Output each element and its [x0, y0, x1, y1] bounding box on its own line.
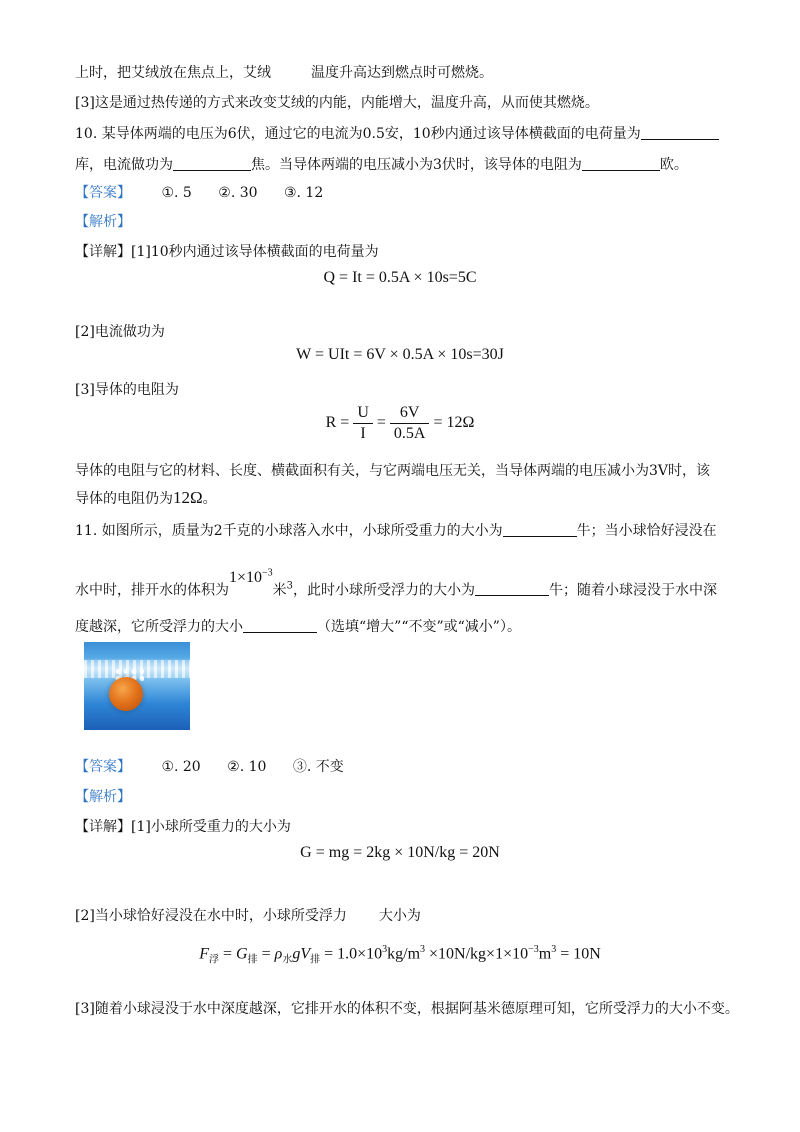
q11-stem-text-1b: 牛；当小球恰好浸没在	[576, 523, 717, 539]
q11-eq2-exp1: 3	[382, 944, 388, 955]
q11-eq2-V: V	[300, 945, 311, 963]
q11-stem-line-3	[75, 617, 521, 637]
q11-eq2-rest3: ×10N/kg×1×10	[425, 945, 529, 963]
q11-eq2-exp2: 3	[420, 944, 426, 955]
q10-equation-2: W = UIt = 6V × 0.5A × 10s=30J	[296, 346, 504, 363]
q11-answer-3: ③. 不变	[292, 759, 344, 775]
prev-line1-part-b: 温度升高达到燃点时可燃烧。	[311, 65, 493, 81]
q10-detail-1	[75, 242, 379, 262]
q11-unit-m: 米	[272, 582, 287, 599]
q11-eq2-F-sub: 浮	[209, 954, 219, 966]
q11-eq2-F: F	[199, 945, 209, 963]
q10-conclusion-2-end: 。	[202, 491, 217, 507]
q11-detail-2	[75, 906, 421, 926]
q10-equation-1: Q = It = 0.5A × 10s=5C	[323, 269, 477, 286]
q11-eq2-rho-sub: 水	[282, 954, 293, 966]
q11-detail-2-text-a: [2]当小球恰好浸没在水中时，小球所受浮力	[75, 908, 347, 924]
q10-eq3-rhs: = 12Ω	[433, 414, 475, 432]
q11-stem-text-2c: ，此时小球所受浮力的大小为	[293, 582, 476, 599]
q11-eq2-rest4: m	[538, 945, 552, 963]
q10-detail-1-text: [1]10秒内通过该导体横截面的电荷量为	[131, 244, 379, 260]
q11-eq2-G-sub: 排	[247, 954, 258, 966]
q10-answer-row	[75, 183, 323, 203]
q10-answer-1: ①. 5	[161, 185, 192, 201]
q10-detail-label: 【详解】	[75, 244, 131, 260]
prev-text-line-2: [3]这是通过热传递的方式来改变艾绒的内能，内能增大，温度升高，从而使其燃烧。	[75, 95, 599, 111]
prev-text-line-1	[75, 63, 493, 83]
q10-answer-label: 【答案】	[75, 185, 131, 201]
q11-eq2-V-sub: 排	[310, 954, 321, 966]
orange-ball	[109, 677, 143, 711]
q11-answer-2: ②. 10	[227, 759, 267, 775]
q11-eq2-g: g	[292, 945, 301, 963]
q11-unit-exp: 3	[286, 580, 294, 592]
q11-detail-label: 【详解】	[75, 819, 131, 835]
q11-eq2-rest: = 1.0×10	[320, 945, 383, 963]
q10-blank-1	[641, 125, 719, 140]
q10-conclusion-2	[75, 488, 217, 509]
q11-eq2-eq2: =	[257, 945, 275, 963]
q11-sci-number	[229, 569, 273, 586]
q11-stem-text-3a: 度越深，它所受浮力的大小	[75, 619, 243, 635]
q10-blank-2	[173, 156, 251, 171]
q10-conclusion-2-value: 12Ω	[173, 488, 203, 507]
q11-stem-text-3b: （选填“增大”“不变”或“减小”）。	[317, 619, 521, 635]
q10-eq3-lhs: R =	[325, 414, 350, 432]
q11-sci-exp: −3	[262, 568, 273, 579]
q11-eq2-rest5: = 10N	[556, 945, 601, 963]
q11-detail-1-text: [1]小球所受重力的大小为	[131, 819, 291, 835]
q11-analysis-label: 【解析】	[75, 789, 131, 805]
q10-blank-3	[582, 156, 660, 171]
q11-eq2-rho: ρ	[274, 945, 283, 963]
q10-equation-3	[0, 404, 800, 443]
q11-stem-text-2d: 牛；随着小球浸没于水中深	[549, 582, 718, 599]
q11-sci-base: 1×10	[229, 569, 263, 587]
q10-eq3-mid: =	[376, 414, 386, 432]
q11-equation-2	[0, 944, 800, 966]
q10-conclusion-1: 导体的电阻与它的材料、长度、横截面积有关，与它两端电压无关，当导体两端的电压减小为3V时，该	[75, 463, 711, 479]
q10-answer-3: ③. 12	[283, 185, 324, 201]
q10-detail-2: [2]电流做功为	[75, 324, 165, 340]
q11-stem-text-1a: 11. 如图所示，质量为2千克的小球落入水中，小球所受重力的大小为	[75, 523, 503, 539]
q10-stem-line-1	[75, 124, 719, 144]
q11-blank-3	[243, 618, 317, 633]
q10-eq3-f2-den: 0.5A	[393, 425, 426, 442]
q11-answer-label: 【答案】	[75, 759, 131, 775]
q11-blank-2	[475, 581, 549, 596]
q11-equation-1: G = mg = 2kg × 10N/kg = 20N	[300, 844, 500, 861]
q10-eq3-f2-num: 6V	[390, 404, 430, 424]
q10-stem-line-2	[75, 155, 688, 175]
q11-eq2-eq1: =	[219, 945, 237, 963]
q11-answer-1: ①. 20	[161, 759, 201, 775]
q10-answer-2: ②. 30	[218, 185, 258, 201]
q10-conclusion-2-text: 导体的电阻仍为	[75, 491, 173, 507]
q11-answer-row	[75, 757, 344, 777]
q11-stem-line-1	[75, 521, 717, 541]
q11-eq2-exp4: 3	[551, 944, 557, 955]
q10-detail-3: [3]导体的电阻为	[75, 382, 179, 398]
q10-stem-text-2b: 焦。当导体两端的电压减小为3伏时，该导体的电阻为	[251, 157, 582, 173]
q11-detail-3: [3]随着小球浸没于水中深度越深，它排开水的体积不变，根据阿基米德原理可知，它所受浮力的大小不变。	[75, 1001, 739, 1017]
q11-eq2-G: G	[236, 945, 248, 963]
q11-eq2-exp3: −3	[528, 944, 539, 955]
q11-detail-1	[75, 817, 291, 837]
q10-eq3-fraction-2	[390, 404, 430, 443]
q10-stem-text-2c: 欧。	[659, 157, 688, 173]
q11-blank-1	[503, 522, 577, 537]
prev-line1-part-a: 上时，把艾绒放在焦点上，艾绒	[75, 65, 271, 81]
q11-detail-2-text-b: 大小为	[378, 908, 421, 924]
q11-eq2-rest2: kg/m	[387, 945, 421, 963]
q11-stem-line-2	[75, 568, 718, 600]
q10-eq3-f1-den: I	[360, 425, 366, 442]
q10-eq3-fraction-1	[353, 404, 373, 443]
q10-analysis-label: 【解析】	[75, 214, 131, 230]
q10-stem-text-1: 10. 某导体两端的电压为6伏，通过它的电流为0.5安，10秒内通过该导体横截面的电荷量为	[75, 126, 641, 142]
q10-eq3-f1-num: U	[353, 404, 373, 424]
q10-stem-text-2a: 库，电流做功为	[75, 157, 173, 173]
q11-stem-text-2a: 水中时，排开水的体积为	[75, 582, 229, 599]
ball-in-water-image	[84, 642, 190, 730]
